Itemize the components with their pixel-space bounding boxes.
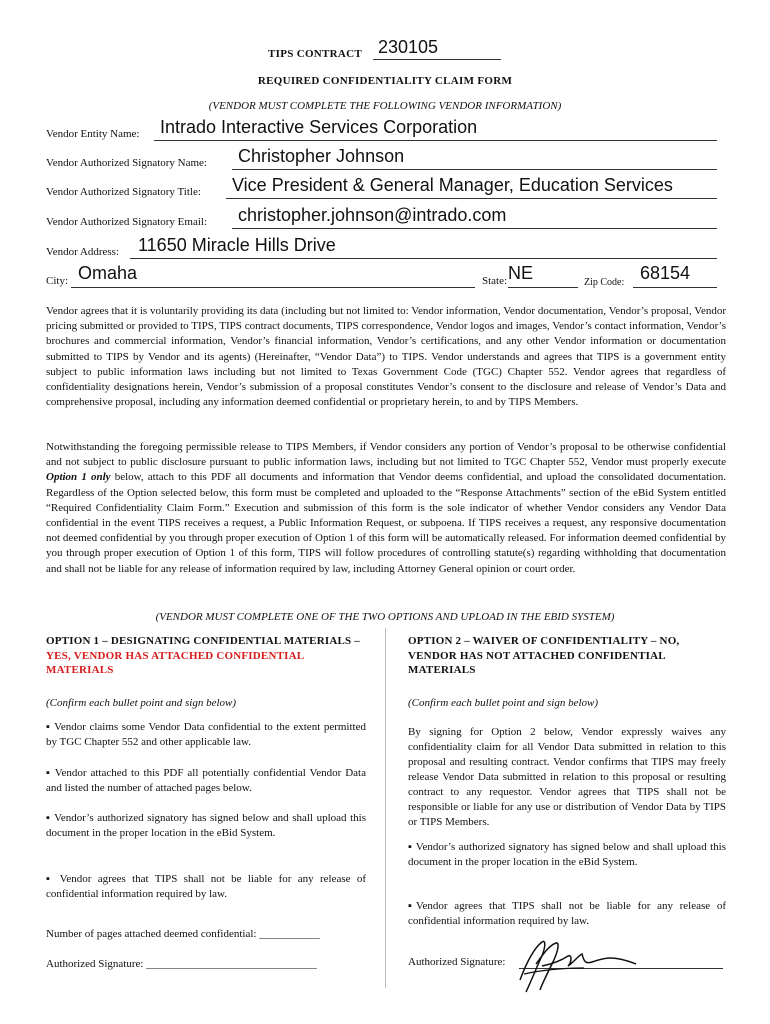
option1-pages-field[interactable]: Number of pages attached deemed confidential: ___________ xyxy=(46,928,320,940)
contract-number-value[interactable]: 230105 xyxy=(378,37,439,57)
signatory-title-field[interactable]: Vice President & General Manager, Education Services xyxy=(232,175,673,195)
option1-heading-red: YES, VENDOR HAS ATTACHED CONFIDENTIAL MATERIALS xyxy=(46,649,304,676)
handwritten-signature-icon xyxy=(512,934,642,996)
option2-signature-label: Authorized Signature: xyxy=(408,956,506,968)
signatory-email-field[interactable]: christopher.johnson@intrado.com xyxy=(238,205,507,225)
confidentiality-paragraph xyxy=(46,440,726,577)
signatory-title-line xyxy=(226,198,717,199)
zip-line xyxy=(633,287,717,288)
option1-bullet-4[interactable]: ▪ Vendor agrees that TIPS shall not be liable for any release of confidential information required by law. xyxy=(46,873,366,900)
signatory-email-label: Vendor Authorized Signatory Email: xyxy=(46,216,207,228)
option1-bullet-3[interactable]: ▪ Vendor’s authorized signatory has signed below and shall upload this document in the proper location in the eBid System. xyxy=(46,812,366,839)
option2-bullet-1[interactable]: ▪ Vendor’s authorized signatory has signed below and shall upload this document in the proper location in the eBid System. xyxy=(408,841,726,868)
signatory-email-line xyxy=(232,228,717,229)
option2-statement: By signing for Option 2 below, Vendor expressly waives any confidentiality claim for all Vendor Data submitted in relation to this proposal and resulting contract. Vendor confirms that TIPS may freely release Vendor Data submitted in relation to this proposal or resulting contract to any requestor. Vendor agrees that TIPS shall not be responsible or liable for any use or distribution of Vendor Data by TIPS or TIPS Members. xyxy=(408,726,726,828)
signatory-title-label: Vendor Authorized Signatory Title: xyxy=(46,186,201,198)
option1-heading-text: OPTION 1 – DESIGNATING CONFIDENTIAL MATERIALS – xyxy=(46,635,360,647)
address-line xyxy=(130,258,717,259)
option1-signature-field[interactable]: Authorized Signature: _______________________________ xyxy=(46,958,317,970)
address-label: Vendor Address: xyxy=(46,246,120,258)
city-line xyxy=(71,287,475,288)
signatory-name-label: Vendor Authorized Signatory Name: xyxy=(46,157,207,169)
option1-confirm-note: (Confirm each bullet point and sign below) xyxy=(46,697,237,709)
data-release-paragraph: Vendor agrees that it is voluntarily providing its data (including but not limited to: Vendor information, Vendor documentation, Vendor’s proposal, Vendor pricing submitted or provided to TIPS, TIPS contract documents, TIPS correspondence, Vendor logos and images, Vendor’s contact information, Vendor’s brochures and commercial information, Vendor’s financial information, Vendor’s certifications, and any other Vendor information or documentation submitted to TIPS by Vendor and its agents) (Hereinafter, “Vendor Data”) to TIPS. Vendor understands and agrees that TIPS is a government entity subject to public information laws including but not limited to Texas Government Code (TGC) Chapter 552. Vendor agrees that regardless of confidentiality designations herein, Vendor’s submission of a proposal constitutes Vendor’s consent to the disclosure and release of Vendor’s Data and comprehensive proposal, including any information deemed confidential or proprietary herein, to and by TIPS Members. xyxy=(46,305,726,409)
vendor-instruction: (VENDOR MUST COMPLETE THE FOLLOWING VENDOR INFORMATION) xyxy=(208,100,562,112)
options-instruction: (VENDOR MUST COMPLETE ONE OF THE TWO OPTIONS AND UPLOAD IN THE EBID SYSTEM) xyxy=(155,611,615,623)
contract-number-line xyxy=(373,59,501,60)
city-label: City: xyxy=(46,275,69,287)
column-divider xyxy=(385,628,386,988)
option2-bullet-2[interactable]: ▪Vendor agrees that TIPS shall not be liable for any release of confidential information required by law. xyxy=(408,900,726,927)
entity-name-line xyxy=(154,140,717,141)
option1-bullet-2[interactable]: ▪ Vendor attached to this PDF all potentially confidential Vendor Data and listed the number of attached pages below. xyxy=(46,767,366,794)
confidentiality-paragraph-part-a: Notwithstanding the foregoing permissible release to TIPS Members, if Vendor considers any portion of Vendor’s proposal to be otherwise confidential and not subject to public disclosure pursuant to public information laws, including but not limited to TGC Chapter 552, Vendor must properly execute xyxy=(46,441,726,469)
option2-column xyxy=(408,634,728,678)
signatory-name-line xyxy=(232,169,717,170)
zip-field[interactable]: 68154 xyxy=(640,263,691,283)
signatory-name-field[interactable]: Christopher Johnson xyxy=(238,146,405,166)
entity-name-field[interactable]: Intrado Interactive Services Corporation xyxy=(160,117,478,137)
option1-emphasis: Option 1 only xyxy=(46,471,111,484)
confidentiality-paragraph-part-b: below, attach to this PDF all documents and information that Vendor deems confidential, and upload the consolidated documentation. Regardless of the Option selected below, this form must be completed and uploaded to the “Response Attachments” section of the eBid System entitled “Required Confidentiality Claim Form.” Execution and submission of this form is the sole indicator of whether Vendor considers any Vendor Data confidential in the event TIPS receives a request, a Public Information Request, or subpoena. If TIPS receives a request, any responsive documentation not deemed confidential by you through proper execution of Option 1 of this form will be automatically released. For information deemed confidential by you through proper execution of Option 1 of this form, TIPS will follow procedures of controlling statute(s) regarding withholding that documentation and shall not be liable for any release of information required by law, including Attorney General opinion or court order. xyxy=(46,471,727,575)
entity-name-label: Vendor Entity Name: xyxy=(46,128,140,140)
option2-heading: OPTION 2 – WAIVER OF CONFIDENTIALITY – NO, VENDOR HAS NOT ATTACHED CONFIDENTIAL MATERIALS xyxy=(408,635,680,676)
contract-label: TIPS CONTRACT xyxy=(268,48,363,60)
address-field[interactable]: 11650 Miracle Hills Drive xyxy=(138,235,336,255)
form-title: REQUIRED CONFIDENTIALITY CLAIM FORM xyxy=(257,75,513,87)
state-label: State: xyxy=(482,275,508,287)
option1-heading xyxy=(46,634,366,678)
zip-label: Zip Code: xyxy=(584,277,625,288)
state-field[interactable]: NE xyxy=(508,263,534,283)
option1-column xyxy=(46,634,366,678)
state-line xyxy=(508,287,578,288)
option2-confirm-note: (Confirm each bullet point and sign below) xyxy=(408,697,599,709)
city-field[interactable]: Omaha xyxy=(78,263,138,283)
option1-bullet-1[interactable]: ▪ Vendor claims some Vendor Data confidential to the extent permitted by TGC Chapter 552 and other applicable law. xyxy=(46,721,366,748)
